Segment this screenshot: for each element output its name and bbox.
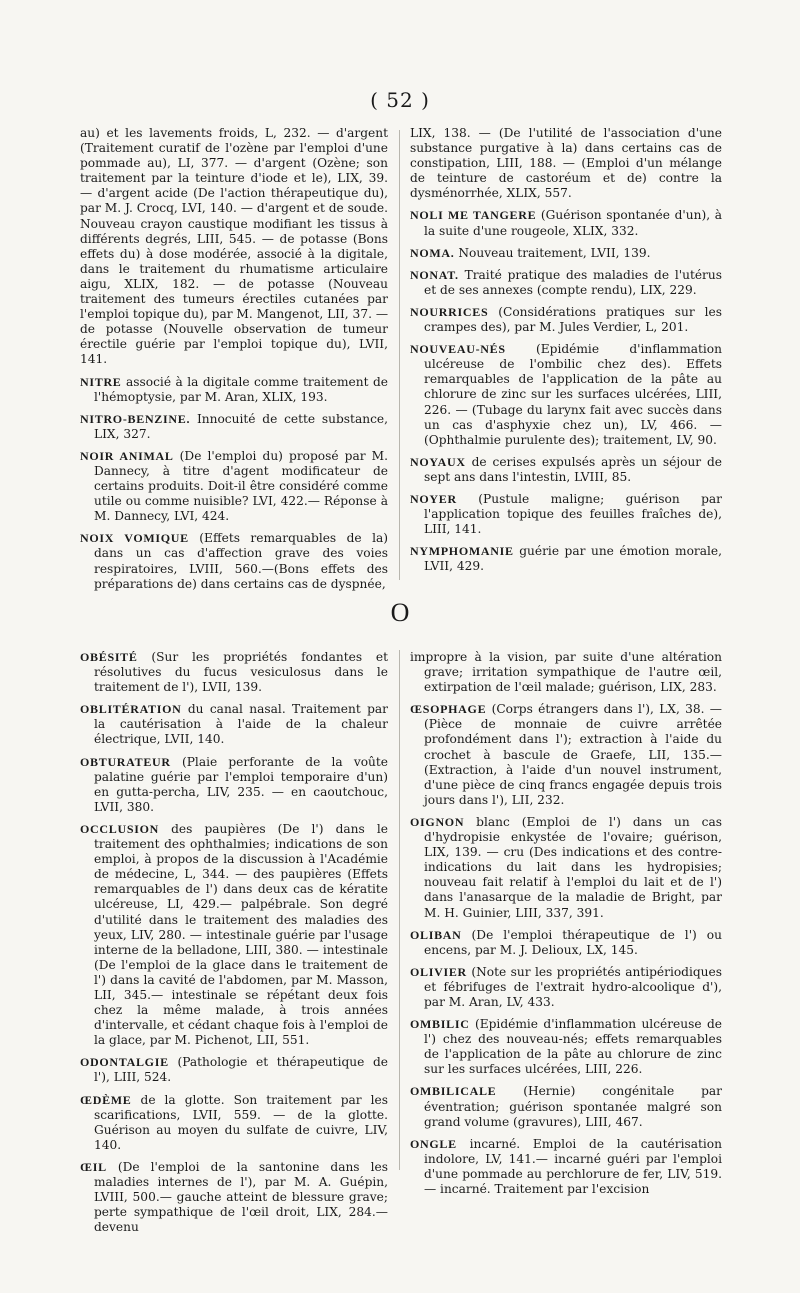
index-entry [410, 702, 722, 808]
entry-text: Innocuité de cette substance, LIX, 327. [94, 411, 388, 441]
entry-text: (Epidémie d'inflammation ulcéreuse de l'ombilic chez des). Effets remarquables de l'application de la pâte au chlorure de zinc sur les surfaces ulcérées, LIII, 226. — (Tubage du larynx fait avec succès dans un cas d'asphyxie chez un), LV, 466. — (Ophthalmie purulente des); traitement, LV, 90. [424, 342, 722, 447]
index-entry [410, 965, 722, 1010]
index-entry [410, 1084, 722, 1129]
index-entry [80, 375, 388, 405]
entry-headword: OCCLUSION [80, 821, 159, 836]
index-entry [80, 1160, 388, 1235]
entry-text: (Pustule maligne; guérison par l'application topique des feuilles fraîches de), LIII, 141. [424, 491, 722, 537]
entry-text: guérie par une émotion morale, LVII, 429. [424, 544, 722, 574]
index-entry [80, 449, 388, 524]
index-entry [80, 1055, 388, 1085]
index-entry [80, 702, 388, 747]
index-entry [410, 815, 722, 921]
index-entry [410, 928, 722, 958]
entry-text: (Plaie perforante de la voûte palatine guérie par l'emploi temporaire d'un) en gutta-percha, LIV, 235. — en caoutchouc, LVII, 380. [94, 754, 388, 814]
entry-headword: NOYER [410, 491, 457, 506]
entry-text: de la glotte. Son traitement par les scarifications, LVII, 559. — de la glotte. Guérison au moyen du sulfate de cuivre, LIV, 140. [94, 1092, 388, 1152]
index-entry [80, 531, 388, 591]
index-entry [80, 1093, 388, 1153]
entry-headword: NOMA. [410, 245, 455, 260]
index-entry [410, 208, 722, 238]
entry-text: du canal nasal. Traitement par la cautérisation à l'aide de la chaleur électrique, LVII, 140. [94, 702, 388, 747]
entry-headword: OMBILIC [410, 1017, 470, 1032]
index-entry [80, 755, 388, 815]
entry-headword: NITRO-BENZINE. [80, 411, 191, 426]
entry-text: des paupières (De l') dans le traitement des ophthalmies; indications de son emploi, à propos de la discussion à l'Académie de médecine, L, 344. — des paupières (Effets remarquables de l') dans deux cas de kératite ulcéreuse, LI, 429.— palpébrale. Son degré d'utilité dans le traitement des maladies des yeux, LIV, 280. — intestinale guérie par l'usage interne de la belladone, LIII, 380. — intestinale (De l'emploi de la glace dans le traitement de l') dans la cavité de l'abdomen, par M. Masson, LII, 345.— intestinale se répétant deux fois chez la même malade, à trois années d'intervalle, et cédant chaque fois à l'emploi de la glace, par M. Pichenot, LII, 551. [94, 821, 388, 1048]
column-right-top [410, 126, 722, 581]
entry-text: Nouveau traitement, LVII, 139. [454, 245, 651, 260]
entry-headword: OBTURATEUR [80, 754, 171, 769]
entry-text: au) et les lavements froids, L, 232. — d'argent (Traitement curatif de l'ozène par l'emploi d'une pommade au), LI, 377. — d'argent (Ozène; son traitement par la teinture d'iode et le), LIX, 39. — d'argent acide (De l'action thérapeutique du), par M. J. Crocq, LVI, 140. — d'argent et de soude. Nouveau crayon caustique modifiant les tissus à différents degrés, LIII, 545. — de potasse (Bons effets du) à dose modérée, associé à la digitale, dans le traitement du rhumatisme articulaire aigu, XLIX, 182. — de potasse (Nouveau traitement des tumeurs érectiles cutanées par l'emploi topique du), par M. Mangenot, LII, 37. — de potasse (Nouvelle observation de tumeur érectile guérie par l'emploi topique du), LVII, 141. [80, 126, 389, 367]
index-entry [410, 544, 722, 574]
index-entry [410, 1137, 722, 1197]
entry-text: (Guérison spontanée d'un), à la suite d'une rougeole, XLIX, 332. [424, 208, 722, 238]
entry-text: (Considérations pratiques sur les crampes des), par M. Jules Verdier, L, 201. [424, 304, 722, 335]
entry-headword: OBLITÉRATION [80, 702, 182, 717]
entry-text: incarné. Emploi de la cautérisation indolore, LV, 141.— incarné guéri par l'emploi d'une pommade au perchlorure de fer, LIV, 519. — incarné. Traitement par l'excision [424, 1136, 722, 1196]
index-entry [80, 412, 388, 442]
entry-text: (Corps étrangers dans l'), LX, 38. — (Pièce de monnaie de cuivre arrêtée profondément dans l'); extraction à l'aide du crochet à bascule de Graefe, LII, 135.— (Extraction, à l'aide d'un nouvel instrument, d'une pièce de cinq francs engagée depuis trois jours dans l'), LII, 232. [424, 702, 722, 807]
entry-headword: ONGLE [410, 1136, 457, 1151]
column-left-top [80, 126, 388, 599]
entry-headword: OIGNON [410, 814, 465, 829]
column-divider [399, 650, 400, 1170]
entry-headword: OLIVIER [410, 964, 467, 979]
entry-text: LIX, 138. — (De l'utilité de l'association d'une substance purgative à la) dans certains cas de constipation, LIII, 188. — (Emploi d'un mélange de teinture de castoréum et de) contre la dysménorrhée, XLIX, 557. [410, 126, 722, 201]
entry-headword: ŒIL [80, 1159, 107, 1174]
entry-headword: NYMPHOMANIE [410, 544, 514, 559]
index-entry [80, 126, 388, 368]
entry-text: (De l'emploi thérapeutique de l') ou encens, par M. J. Delioux, LX, 145. [424, 927, 722, 957]
entry-headword: NONAT. [410, 267, 459, 282]
index-entry [410, 492, 722, 537]
entry-headword: NITRE [80, 374, 122, 389]
entry-text: (Effets remarquables de la) dans un cas d'affection grave des voies respiratoires, LVIII, 560.—(Bons effets des préparations de) dans certains cas de dyspnée, [94, 531, 389, 591]
index-entry [410, 246, 722, 261]
page-number: ( 52 ) [370, 88, 430, 112]
entry-headword: NOIR ANIMAL [80, 448, 174, 463]
entry-headword: OLIBAN [410, 927, 462, 942]
entry-headword: ŒDÈME [80, 1092, 132, 1107]
entry-text: (Note sur les propriétés antipériodiques et fébrifuges de l'extrait hydro-alcoolique d'), par M. Aran, LV, 433. [424, 964, 722, 1009]
entry-text: (De l'emploi de la santonine dans les maladies internes de l'), par M. A. Guépin, LVIII, 500.— gauche atteint de blessure grave; perte sympathique de l'œil droit, LIX, 284.— devenu [94, 1159, 388, 1235]
entry-text: (De l'emploi du) proposé par M. Dannecy, à titre d'agent modificateur de certains produits. Doit-il être considéré comme utile ou comme nuisible? LVI, 422.— Réponse à M. Dannecy, LVI, 424. [94, 448, 388, 524]
entry-text: associé à la digitale comme traitement de l'hémoptysie, par M. Aran, XLIX, 193. [94, 374, 388, 404]
entry-text: impropre à la vision, par suite d'une altération grave; irritation sympathique de l'autre œil, extirpation de l'œil malade; guérison, LIX, 283. [410, 650, 722, 695]
column-left-bottom [80, 650, 388, 1242]
entry-text: (Epidémie d'inflammation ulcéreuse de l') chez des nouveau-nés; effets remarquables de l'application de la pâte au chlorure de zinc sur les surfaces ulcérées, LIII, 226. [424, 1017, 722, 1077]
entry-text: (Sur les propriétés fondantes et résolutives du fucus vesiculosus dans le traitement de l'), LVII, 139. [94, 650, 388, 695]
index-entry [80, 650, 388, 695]
entry-text: (Pathologie et thérapeutique de l'), LIII, 524. [94, 1055, 388, 1085]
section-letter: O [390, 598, 410, 627]
entry-headword: OMBILICALE [410, 1084, 497, 1099]
entry-headword: NOURRICES [410, 304, 489, 319]
index-entry [410, 1017, 722, 1077]
index-entry [410, 305, 722, 335]
column-right-bottom [410, 650, 722, 1204]
entry-headword: NOUVEAU-NÉS [410, 342, 506, 357]
entry-text: (Hernie) congénitale par éventration; guérison spontanée malgré son grand volume (gravures), LIII, 467. [424, 1084, 722, 1129]
entry-headword: NOLI ME TANGERE [410, 208, 537, 223]
entry-headword: NOYAUX [410, 454, 466, 469]
entry-text: blanc (Emploi de l') dans un cas d'hydropisie enkystée de l'ovaire; guérison, LIX, 139. — cru (Des indications et des contre-indications du lait dans les hydropisies; nouveau fait relatif à l'emploi du lait et de l') dans l'anasarque de la maladie de Bright, par M. H. Guinier, LIII, 337, 391. [424, 814, 722, 920]
index-entry [410, 650, 722, 695]
index-entry [80, 822, 388, 1048]
index-entry [410, 268, 722, 298]
entry-headword: ODONTALGIE [80, 1055, 169, 1070]
index-entry [410, 342, 722, 448]
index-entry [410, 126, 722, 201]
entry-text: de cerises expulsés après un séjour de sept ans dans l'intestin, LVIII, 85. [424, 454, 722, 484]
entry-headword: OBÉSITÉ [80, 650, 138, 664]
entry-headword: NOIX VOMIQUE [80, 531, 189, 546]
entry-headword: ŒSOPHAGE [410, 702, 487, 717]
column-divider [399, 130, 400, 580]
index-entry [410, 455, 722, 485]
entry-text: Traité pratique des maladies de l'utérus et de ses annexes (compte rendu), LIX, 229. [424, 267, 722, 297]
